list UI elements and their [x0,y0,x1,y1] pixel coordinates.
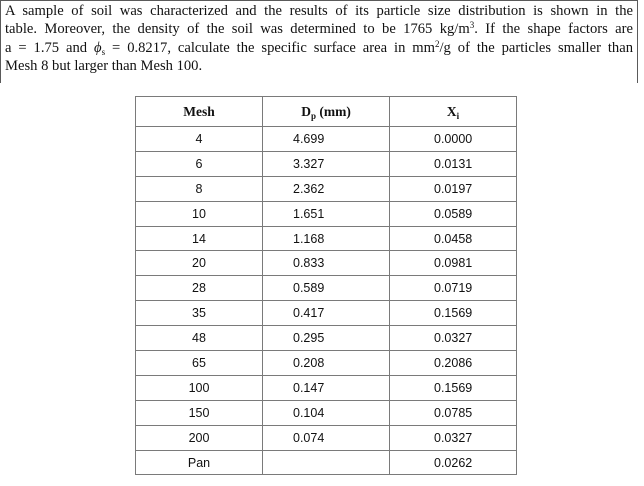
problem-line-4: Mesh 8 but larger than Mesh 100. [5,58,203,75]
table-row [136,176,517,201]
dp-value: 0.147 [293,380,325,395]
table-row [136,201,517,226]
dp-cell [263,425,390,450]
dp-value: 0.589 [293,281,325,296]
problem-line-3-start: a = 1.75 and [5,39,95,56]
xi-cell [390,375,517,400]
mesh-cell: 28 [136,276,263,301]
mesh-cell: 10 [136,201,263,226]
mesh-cell: 4 [136,127,263,152]
mesh-cell: 48 [136,326,263,351]
mesh-cell: 14 [136,226,263,251]
header-dp-main: D [301,103,311,119]
problem-line-3-end: /g of the particles smaller than [439,39,633,56]
dp-cell [263,201,390,226]
dp-cell [263,326,390,351]
table-row [136,151,517,176]
table-row [136,375,517,400]
dp-value: 1.168 [293,231,325,246]
table-header-row [136,97,517,127]
xi-value: 0.2086 [434,355,473,370]
table-row [136,425,517,450]
table-row [136,351,517,376]
dp-value: 0.295 [293,331,325,346]
xi-cell [390,326,517,351]
dp-cell [263,276,390,301]
xi-cell [390,450,517,475]
dp-value: 0.074 [293,430,325,445]
dp-cell [263,450,390,475]
particle-size-table [135,96,517,475]
header-mesh: Mesh [136,97,263,127]
dp-value: 0.208 [293,355,325,370]
xi-value: 0.0197 [434,181,473,196]
dp-cell [263,226,390,251]
mesh-cell: 65 [136,351,263,376]
xi-value: 0.0000 [434,131,473,146]
problem-line-3-middle: = 0.8217, calculate the specific surface area in mm [105,39,435,56]
header-dp-unit: (mm) [315,103,351,119]
xi-value: 0.1569 [434,380,473,395]
dp-cell [263,251,390,276]
xi-value: 0.0327 [434,430,473,445]
dp-cell [263,400,390,425]
table-row [136,251,517,276]
table-row [136,127,517,152]
xi-cell [390,301,517,326]
header-dp [263,97,390,127]
mesh-cell: 20 [136,251,263,276]
mesh-cell: 35 [136,301,263,326]
xi-value: 0.0327 [434,331,473,346]
xi-cell [390,276,517,301]
dp-value: 3.327 [293,156,325,171]
phi-subscript: s [101,46,106,57]
dp-cell [263,127,390,152]
dp-value: 0.104 [293,405,325,420]
xi-cell [390,400,517,425]
xi-cell [390,127,517,152]
xi-cell [390,251,517,276]
header-xi-sub: i [456,110,460,121]
phi-symbol: ϕ [94,39,102,56]
dp-value: 4.699 [293,131,325,146]
table-row [136,400,517,425]
xi-value: 0.0719 [434,281,473,296]
squared-superscript: 2 [435,38,440,49]
problem-line-2-text: table. Moreover, the density of the soil was determined to be 1765 kg/m [5,21,470,38]
dp-value: 0.833 [293,256,325,271]
mesh-cell: Pan [136,450,263,475]
dp-value: 2.362 [293,181,325,196]
problem-line-3 [5,39,633,57]
xi-value: 0.0785 [434,405,473,420]
xi-value: 0.0589 [434,206,473,221]
header-xi-main: X [446,103,457,119]
xi-value: 0.1569 [434,306,473,321]
problem-line-2-end: . If the shape factors are [474,21,633,38]
mesh-cell: 6 [136,151,263,176]
xi-value: 0.0458 [434,231,473,246]
xi-cell [390,151,517,176]
problem-statement [0,0,638,83]
table-body [136,127,517,475]
xi-cell [390,176,517,201]
mesh-cell: 150 [136,400,263,425]
mesh-cell: 100 [136,375,263,400]
xi-cell [390,201,517,226]
header-dp-sub: p [310,110,316,121]
xi-value: 0.0131 [434,156,473,171]
table-row [136,226,517,251]
xi-cell [390,351,517,376]
mesh-cell: 8 [136,176,263,201]
dp-cell [263,301,390,326]
table-row [136,326,517,351]
dp-cell [263,151,390,176]
table-row [136,276,517,301]
dp-cell [263,176,390,201]
mesh-cell: 200 [136,425,263,450]
xi-value: 0.0981 [434,256,473,271]
problem-line-2 [5,20,633,38]
dp-cell [263,375,390,400]
header-xi [390,97,517,127]
dp-cell [263,351,390,376]
cubic-superscript: 3 [469,20,475,31]
problem-line-1: A sample of soil was characterized and the results of its particle size distribution is shown in the [5,3,633,19]
xi-cell [390,226,517,251]
dp-value: 1.651 [293,206,325,221]
table-row [136,450,517,475]
table-row [136,301,517,326]
dp-value: 0.417 [293,306,325,321]
xi-value: 0.0262 [434,455,473,470]
xi-cell [390,425,517,450]
